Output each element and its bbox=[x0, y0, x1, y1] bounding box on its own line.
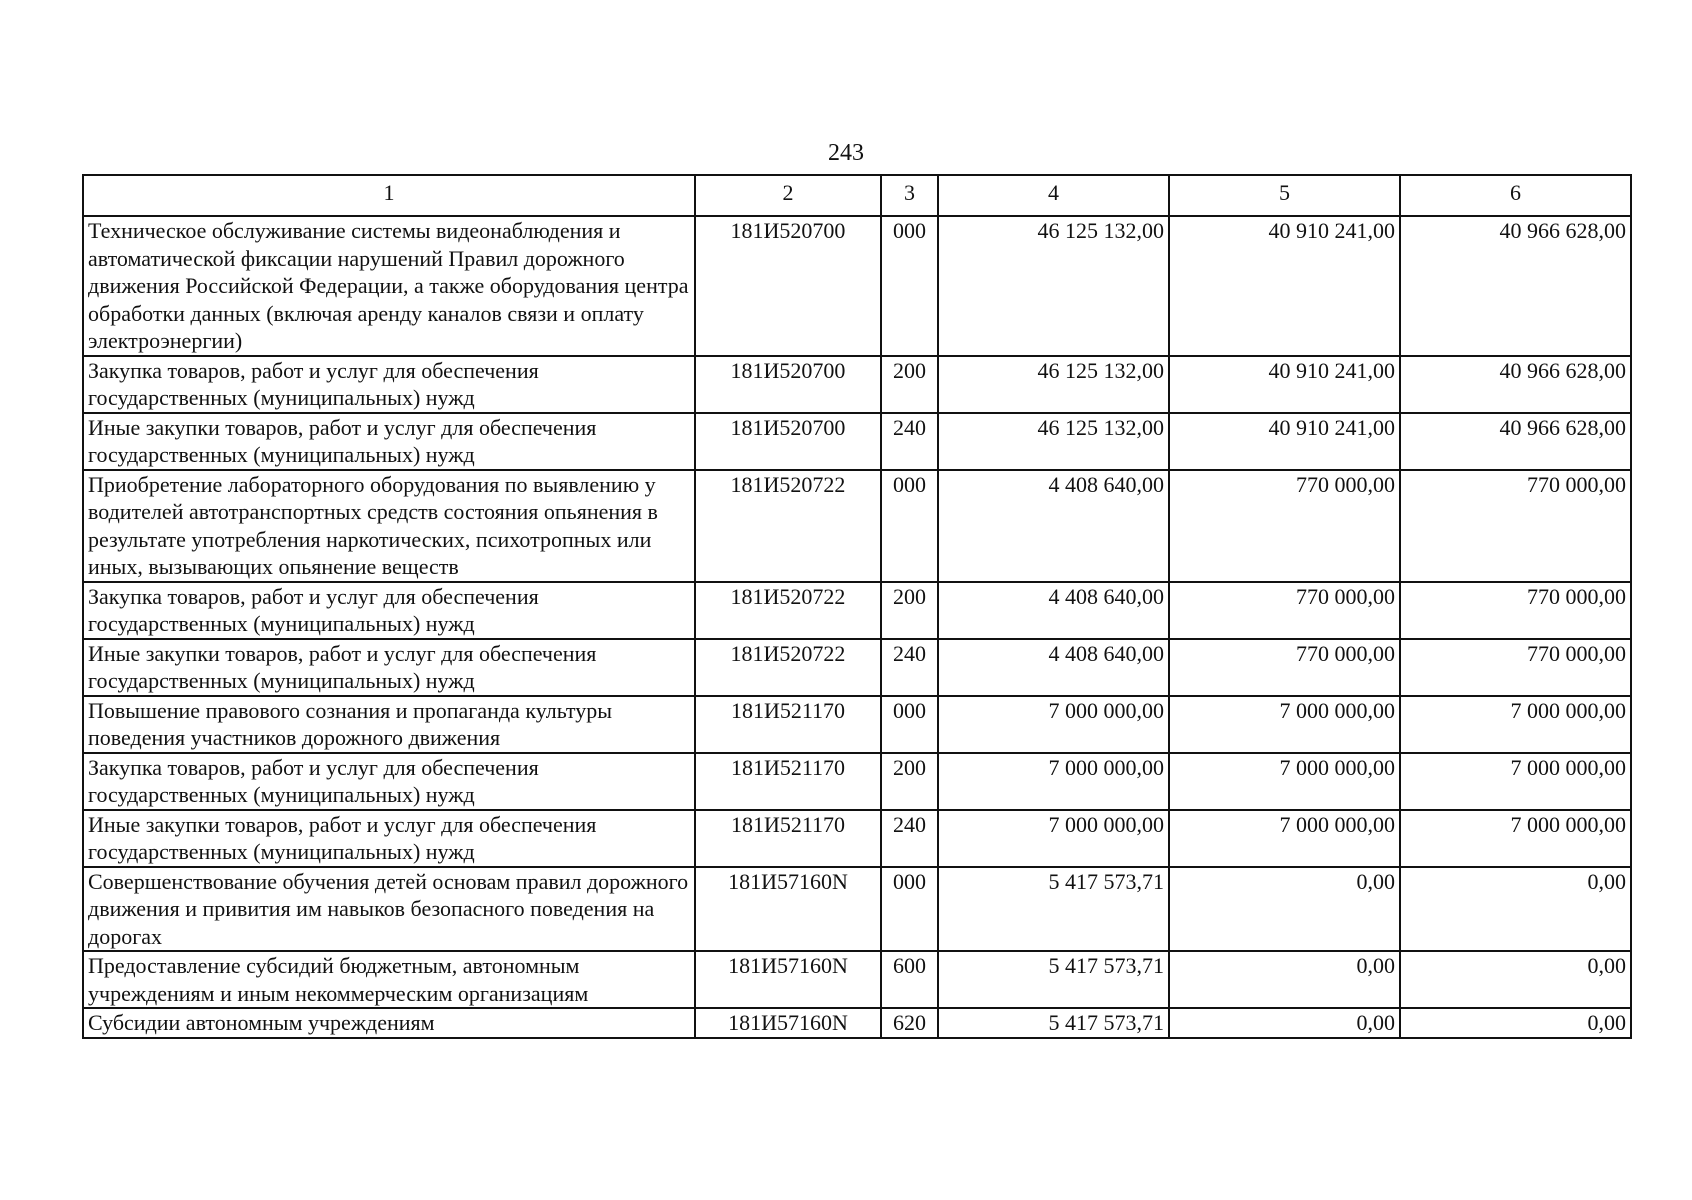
row-amount-col5: 770 000,00 bbox=[1169, 639, 1400, 696]
row-amount-col6: 770 000,00 bbox=[1400, 470, 1631, 582]
table-row bbox=[83, 413, 1631, 470]
header-col-5: 5 bbox=[1169, 175, 1400, 216]
row-amount-col5: 7 000 000,00 bbox=[1169, 810, 1400, 867]
row-target-code: 181И520700 bbox=[695, 356, 881, 413]
row-expense-type: 240 bbox=[881, 810, 938, 867]
row-name: Субсидии автономным учреждениям bbox=[83, 1008, 695, 1038]
table-row bbox=[83, 582, 1631, 639]
row-amount-col5: 40 910 241,00 bbox=[1169, 413, 1400, 470]
row-amount-col5: 7 000 000,00 bbox=[1169, 696, 1400, 753]
row-target-code: 181И57160N bbox=[695, 867, 881, 952]
table-row bbox=[83, 810, 1631, 867]
header-col-1: 1 bbox=[83, 175, 695, 216]
row-target-code: 181И520700 bbox=[695, 413, 881, 470]
row-target-code: 181И57160N bbox=[695, 1008, 881, 1038]
row-expense-type: 200 bbox=[881, 582, 938, 639]
row-amount-col4: 7 000 000,00 bbox=[938, 753, 1169, 810]
row-expense-type: 620 bbox=[881, 1008, 938, 1038]
budget-table bbox=[82, 174, 1632, 1039]
row-amount-col6: 0,00 bbox=[1400, 951, 1631, 1008]
row-target-code: 181И521170 bbox=[695, 753, 881, 810]
header-col-2: 2 bbox=[695, 175, 881, 216]
table-row bbox=[83, 639, 1631, 696]
table-row bbox=[83, 951, 1631, 1008]
row-amount-col4: 5 417 573,71 bbox=[938, 867, 1169, 952]
row-amount-col4: 5 417 573,71 bbox=[938, 951, 1169, 1008]
row-amount-col4: 46 125 132,00 bbox=[938, 413, 1169, 470]
header-col-4: 4 bbox=[938, 175, 1169, 216]
table-row bbox=[83, 356, 1631, 413]
header-row bbox=[83, 175, 1631, 216]
row-name: Совершенствование обучения детей основам правил дорожного движения и привития им навыков безопасного поведения на дорогах bbox=[83, 867, 695, 952]
header-col-3: 3 bbox=[881, 175, 938, 216]
table-body bbox=[83, 216, 1631, 1038]
table-row bbox=[83, 216, 1631, 356]
row-amount-col4: 4 408 640,00 bbox=[938, 582, 1169, 639]
header-col-6: 6 bbox=[1400, 175, 1631, 216]
row-target-code: 181И520722 bbox=[695, 639, 881, 696]
row-expense-type: 000 bbox=[881, 216, 938, 356]
row-amount-col5: 0,00 bbox=[1169, 1008, 1400, 1038]
row-amount-col5: 770 000,00 bbox=[1169, 582, 1400, 639]
row-name: Закупка товаров, работ и услуг для обеспечения государственных (муниципальных) нужд bbox=[83, 582, 695, 639]
table-row bbox=[83, 696, 1631, 753]
row-target-code: 181И520700 bbox=[695, 216, 881, 356]
row-name: Повышение правового сознания и пропаганда культуры поведения участников дорожного движения bbox=[83, 696, 695, 753]
row-name: Закупка товаров, работ и услуг для обеспечения государственных (муниципальных) нужд bbox=[83, 356, 695, 413]
row-target-code: 181И521170 bbox=[695, 696, 881, 753]
row-expense-type: 000 bbox=[881, 867, 938, 952]
table-header bbox=[83, 175, 1631, 216]
row-expense-type: 240 bbox=[881, 639, 938, 696]
table-row bbox=[83, 470, 1631, 582]
table-row bbox=[83, 867, 1631, 952]
row-amount-col5: 0,00 bbox=[1169, 951, 1400, 1008]
row-name: Иные закупки товаров, работ и услуг для обеспечения государственных (муниципальных) нужд bbox=[83, 413, 695, 470]
row-amount-col4: 46 125 132,00 bbox=[938, 356, 1169, 413]
row-amount-col6: 770 000,00 bbox=[1400, 639, 1631, 696]
row-amount-col6: 40 966 628,00 bbox=[1400, 216, 1631, 356]
row-name: Приобретение лабораторного оборудования по выявлению у водителей автотранспортных средств состояния опьянения в результате употребления наркотических, психотропных или иных, вызывающих опьянение веществ bbox=[83, 470, 695, 582]
row-amount-col5: 40 910 241,00 bbox=[1169, 216, 1400, 356]
table-row bbox=[83, 1008, 1631, 1038]
row-amount-col5: 40 910 241,00 bbox=[1169, 356, 1400, 413]
row-expense-type: 200 bbox=[881, 356, 938, 413]
row-amount-col6: 40 966 628,00 bbox=[1400, 413, 1631, 470]
row-amount-col4: 5 417 573,71 bbox=[938, 1008, 1169, 1038]
row-expense-type: 240 bbox=[881, 413, 938, 470]
row-name: Иные закупки товаров, работ и услуг для обеспечения государственных (муниципальных) нужд bbox=[83, 639, 695, 696]
row-amount-col4: 4 408 640,00 bbox=[938, 470, 1169, 582]
row-amount-col4: 4 408 640,00 bbox=[938, 639, 1169, 696]
row-amount-col5: 770 000,00 bbox=[1169, 470, 1400, 582]
row-name: Закупка товаров, работ и услуг для обеспечения государственных (муниципальных) нужд bbox=[83, 753, 695, 810]
row-name: Техническое обслуживание системы видеонаблюдения и автоматической фиксации нарушений Правил дорожного движения Российской Федерации, а также оборудования центра обработки данных (включая аренду каналов связи и оплату электроэнергии) bbox=[83, 216, 695, 356]
row-target-code: 181И520722 bbox=[695, 470, 881, 582]
row-amount-col6: 7 000 000,00 bbox=[1400, 810, 1631, 867]
table-row bbox=[83, 753, 1631, 810]
row-amount-col5: 7 000 000,00 bbox=[1169, 753, 1400, 810]
row-amount-col6: 0,00 bbox=[1400, 867, 1631, 952]
row-amount-col4: 7 000 000,00 bbox=[938, 810, 1169, 867]
row-amount-col6: 40 966 628,00 bbox=[1400, 356, 1631, 413]
row-expense-type: 000 bbox=[881, 696, 938, 753]
page-number: 243 bbox=[828, 140, 864, 166]
row-amount-col4: 46 125 132,00 bbox=[938, 216, 1169, 356]
row-expense-type: 000 bbox=[881, 470, 938, 582]
row-amount-col6: 770 000,00 bbox=[1400, 582, 1631, 639]
row-amount-col4: 7 000 000,00 bbox=[938, 696, 1169, 753]
row-expense-type: 200 bbox=[881, 753, 938, 810]
row-expense-type: 600 bbox=[881, 951, 938, 1008]
row-target-code: 181И521170 bbox=[695, 810, 881, 867]
row-name: Иные закупки товаров, работ и услуг для обеспечения государственных (муниципальных) нужд bbox=[83, 810, 695, 867]
row-amount-col6: 7 000 000,00 bbox=[1400, 753, 1631, 810]
row-target-code: 181И520722 bbox=[695, 582, 881, 639]
row-amount-col6: 7 000 000,00 bbox=[1400, 696, 1631, 753]
row-amount-col5: 0,00 bbox=[1169, 867, 1400, 952]
row-amount-col6: 0,00 bbox=[1400, 1008, 1631, 1038]
row-name: Предоставление субсидий бюджетным, автономным учреждениям и иным некоммерческим организациям bbox=[83, 951, 695, 1008]
row-target-code: 181И57160N bbox=[695, 951, 881, 1008]
